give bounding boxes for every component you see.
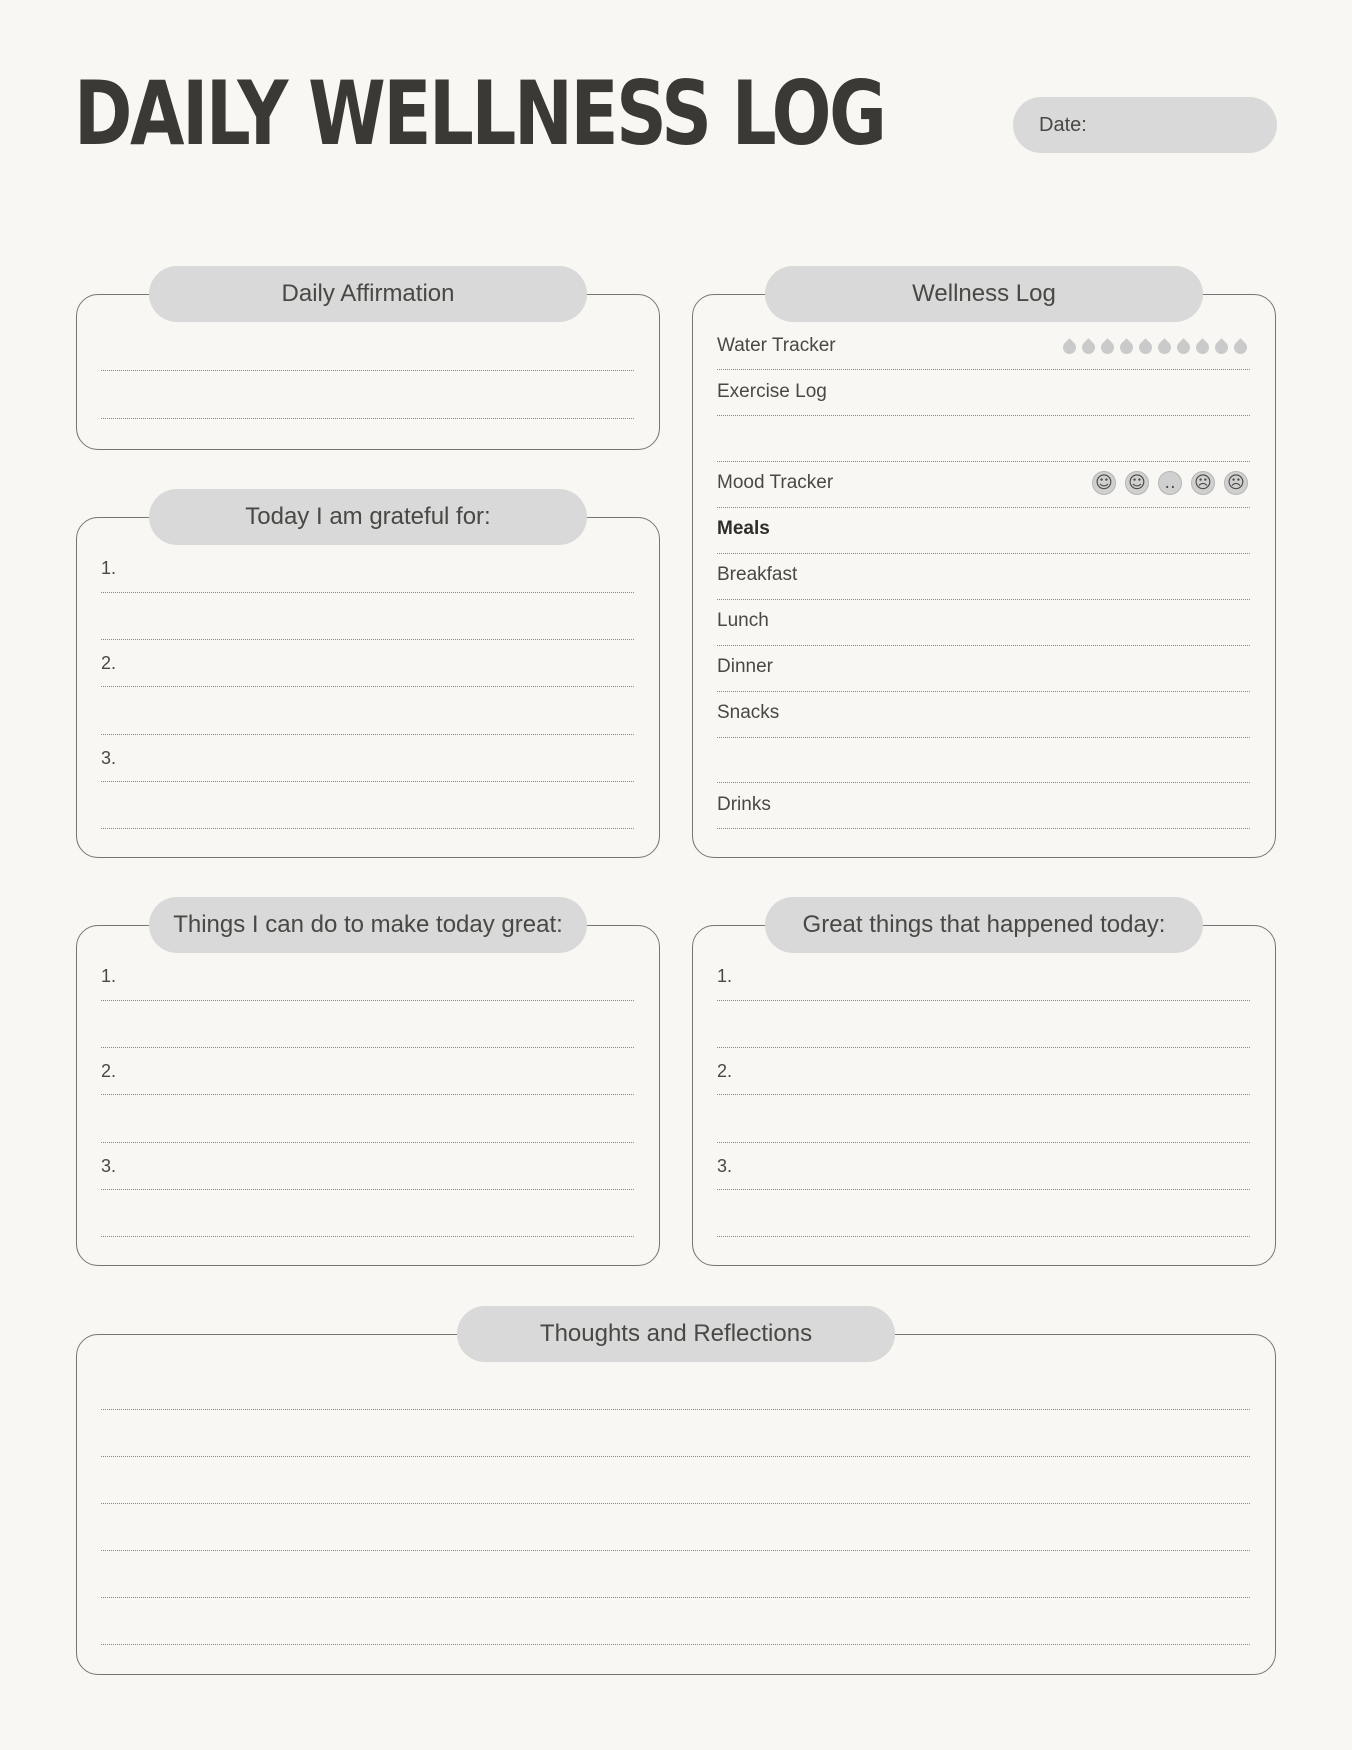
things-line[interactable] <box>101 1142 634 1143</box>
frowning-face-icon[interactable]: ☹ <box>1191 471 1215 495</box>
drinks-label: Drinks <box>717 794 771 815</box>
wellness-line[interactable] <box>717 553 1250 554</box>
great-number: 2. <box>717 1061 733 1081</box>
grateful-line[interactable] <box>101 828 634 829</box>
grateful-number: 1. <box>101 558 117 578</box>
thoughts-heading: Thoughts and Reflections <box>457 1306 895 1362</box>
date-label: Date: <box>1039 113 1087 136</box>
things-number: 3. <box>101 1156 117 1176</box>
page-title: DAILY WELLNESS LOG <box>74 62 885 165</box>
grateful-line[interactable] <box>101 781 634 782</box>
meals-label: Meals <box>717 518 770 539</box>
wellness-line[interactable] <box>717 737 1250 738</box>
thoughts-line[interactable] <box>101 1644 1250 1645</box>
great-line[interactable] <box>717 1000 1250 1001</box>
breakfast-label: Breakfast <box>717 564 798 585</box>
water-drop-icon[interactable] <box>1155 338 1173 356</box>
great-line[interactable] <box>717 1047 1250 1048</box>
things-number: 2. <box>101 1061 117 1081</box>
great-line[interactable] <box>717 1142 1250 1143</box>
mood-tracker[interactable] <box>1092 471 1252 497</box>
water-drop-icon[interactable] <box>1060 338 1078 356</box>
wellness-line[interactable] <box>717 645 1250 646</box>
water-drop-icon[interactable] <box>1193 338 1211 356</box>
great-heading: Great things that happened today: <box>765 897 1203 953</box>
great-line[interactable] <box>717 1236 1250 1237</box>
wellness-line[interactable] <box>717 691 1250 692</box>
lunch-label: Lunch <box>717 610 769 631</box>
wellness-line[interactable] <box>717 461 1250 462</box>
water-drop-icon[interactable] <box>1098 338 1116 356</box>
water-drop-icon[interactable] <box>1212 338 1230 356</box>
grateful-heading: Today I am grateful for: <box>149 489 587 545</box>
great-number: 1. <box>717 966 733 986</box>
dinner-label: Dinner <box>717 656 773 677</box>
thoughts-card <box>76 1334 1276 1675</box>
grateful-number: 3. <box>101 748 117 768</box>
great-card <box>692 925 1276 1266</box>
grateful-line[interactable] <box>101 639 634 640</box>
great-line[interactable] <box>717 1189 1250 1190</box>
affirmation-line[interactable] <box>101 418 634 419</box>
smiling-face-icon[interactable]: ☺ <box>1125 471 1149 495</box>
water-tracker-label: Water Tracker <box>717 335 836 356</box>
grateful-number: 2. <box>101 653 117 673</box>
grinning-face-icon[interactable]: ☺ <box>1092 471 1116 495</box>
great-line[interactable] <box>717 1094 1250 1095</box>
things-line[interactable] <box>101 1189 634 1190</box>
thoughts-line[interactable] <box>101 1456 1250 1457</box>
thoughts-line[interactable] <box>101 1550 1250 1551</box>
water-drop-icon[interactable] <box>1117 338 1135 356</box>
things-line[interactable] <box>101 1000 634 1001</box>
things-line[interactable] <box>101 1094 634 1095</box>
wellness-line[interactable] <box>717 507 1250 508</box>
crying-face-icon[interactable]: ☹ <box>1224 471 1248 495</box>
snacks-label: Snacks <box>717 702 780 723</box>
water-tracker[interactable] <box>1060 338 1252 358</box>
wellness-line[interactable] <box>717 599 1250 600</box>
affirmation-heading: Daily Affirmation <box>149 266 587 322</box>
water-drop-icon[interactable] <box>1174 338 1192 356</box>
exercise-log-label: Exercise Log <box>717 381 827 402</box>
grateful-line[interactable] <box>101 686 634 687</box>
neutral-face-icon[interactable]: ․․ <box>1158 471 1182 495</box>
things-number: 1. <box>101 966 117 986</box>
wellness-line[interactable] <box>717 782 1250 783</box>
wellness-line[interactable] <box>717 369 1250 370</box>
grateful-line[interactable] <box>101 734 634 735</box>
thoughts-line[interactable] <box>101 1409 1250 1410</box>
water-drop-icon[interactable] <box>1079 338 1097 356</box>
wellness-heading: Wellness Log <box>765 266 1203 322</box>
affirmation-line[interactable] <box>101 370 634 371</box>
thoughts-line[interactable] <box>101 1503 1250 1504</box>
water-drop-icon[interactable] <box>1231 338 1249 356</box>
great-number: 3. <box>717 1156 733 1176</box>
things-line[interactable] <box>101 1236 634 1237</box>
things-card <box>76 925 660 1266</box>
wellness-line[interactable] <box>717 828 1250 829</box>
things-line[interactable] <box>101 1047 634 1048</box>
grateful-card <box>76 517 660 858</box>
things-heading: Things I can do to make today great: <box>149 897 587 953</box>
date-field[interactable] <box>1013 97 1277 153</box>
thoughts-line[interactable] <box>101 1597 1250 1598</box>
grateful-line[interactable] <box>101 592 634 593</box>
water-drop-icon[interactable] <box>1136 338 1154 356</box>
mood-tracker-label: Mood Tracker <box>717 472 834 493</box>
wellness-line[interactable] <box>717 415 1250 416</box>
